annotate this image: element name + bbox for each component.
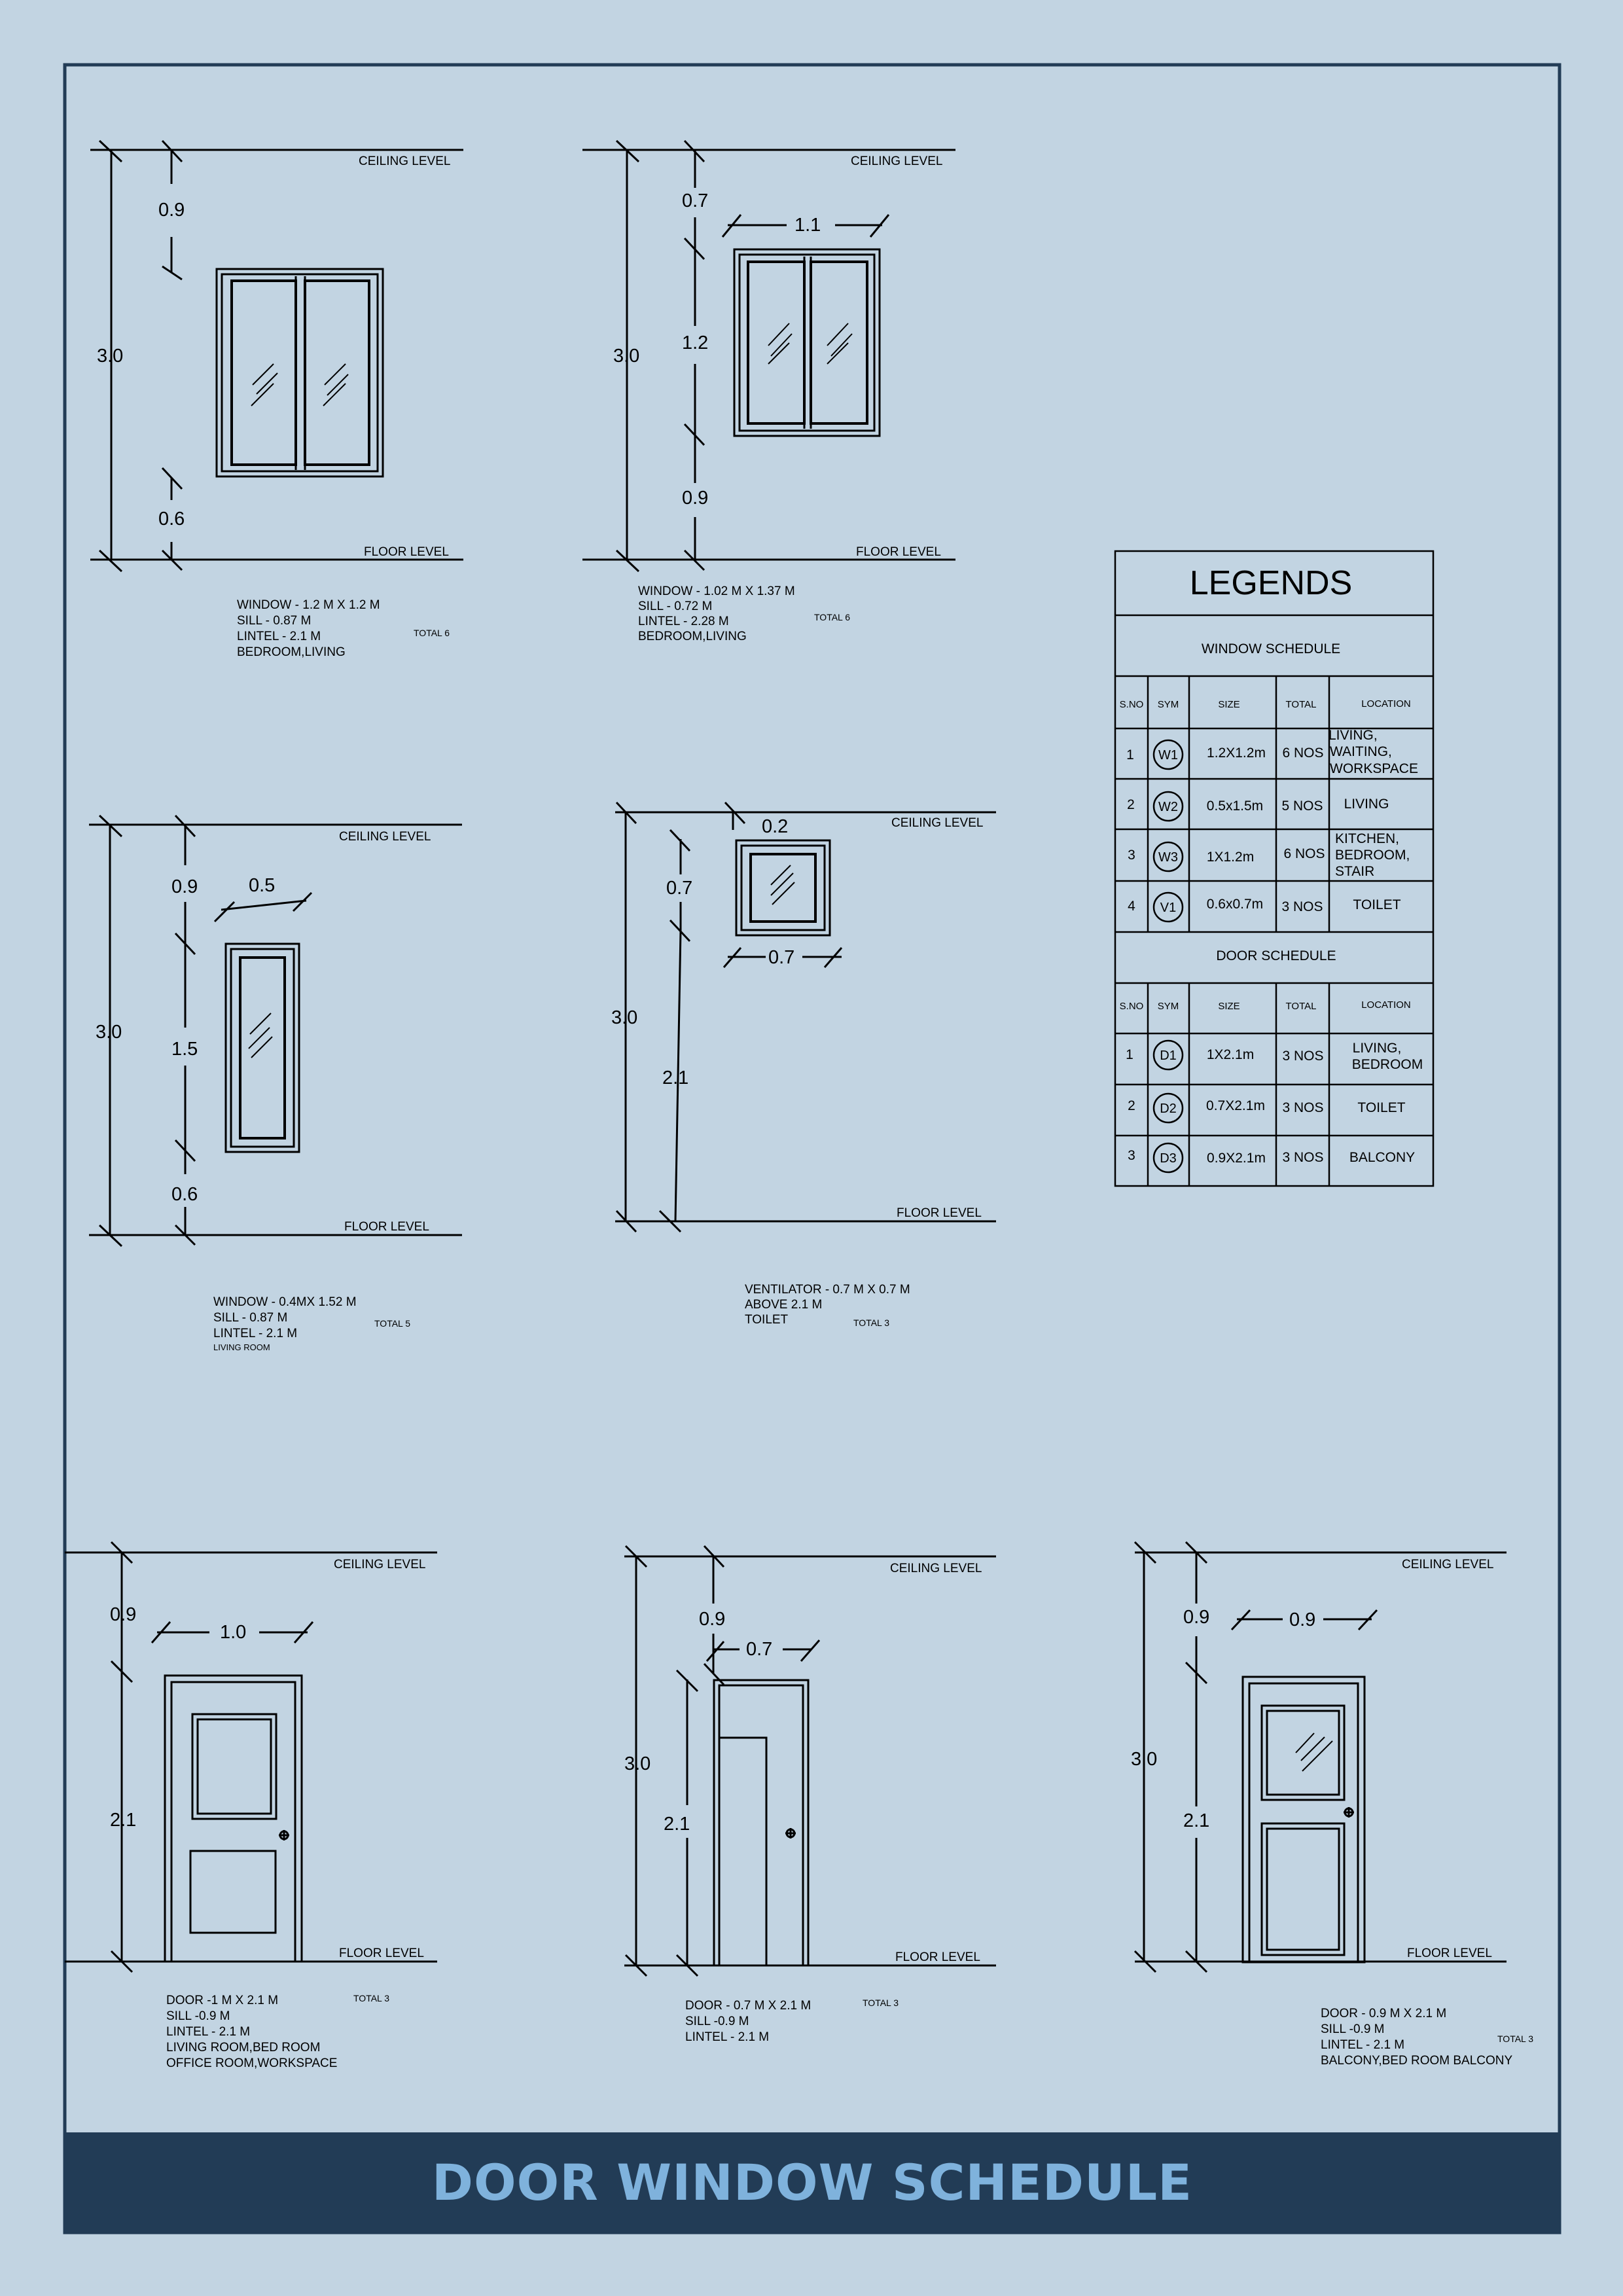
dim-mid: 1.2 xyxy=(682,332,709,353)
svg-text:V1: V1 xyxy=(1160,901,1177,915)
dim-bottom: 2.1 xyxy=(1183,1810,1210,1831)
svg-text:TOILET: TOILET xyxy=(1353,897,1401,912)
dim-mid: 1.5 xyxy=(171,1039,198,1060)
svg-text:S.NO: S.NO xyxy=(1119,1001,1144,1012)
svg-text:WAITING,: WAITING, xyxy=(1330,744,1392,759)
floor-label: FLOOR LEVEL xyxy=(895,1950,980,1964)
note-line: LIVING ROOM xyxy=(213,1342,270,1352)
floor-label: FLOOR LEVEL xyxy=(344,1220,429,1234)
dim-height: 0.2 xyxy=(762,816,789,837)
table-row xyxy=(1128,1098,1406,1116)
note-line: SILL -0.9 M xyxy=(1321,2022,1385,2036)
table-row xyxy=(1126,1041,1423,1072)
table-row xyxy=(1128,1148,1415,1166)
svg-text:1: 1 xyxy=(1126,1047,1133,1062)
total-count: TOTAL 6 xyxy=(414,628,450,638)
elevation-w3 xyxy=(89,816,462,1246)
floor-label: FLOOR LEVEL xyxy=(856,545,941,559)
svg-text:BEDROOM,: BEDROOM, xyxy=(1335,848,1410,863)
note-line: LINTEL - 2.1 M xyxy=(166,2025,251,2039)
ceiling-label: CEILING LEVEL xyxy=(891,816,984,830)
dim-bottom: 2.1 xyxy=(110,1810,137,1831)
dim-total: 3.0 xyxy=(1131,1749,1158,1770)
svg-text:TOTAL: TOTAL xyxy=(1285,699,1317,710)
svg-text:6 NOS: 6 NOS xyxy=(1282,745,1324,761)
ceiling-label: CEILING LEVEL xyxy=(339,830,431,844)
dim-top: 0.9 xyxy=(171,876,198,897)
svg-text:SYM: SYM xyxy=(1157,1001,1179,1012)
svg-text:1X1.2m: 1X1.2m xyxy=(1206,850,1255,865)
dim-total: 3.0 xyxy=(624,1753,651,1774)
elevation-v1 xyxy=(615,802,996,1232)
svg-text:LIVING,: LIVING, xyxy=(1329,728,1378,743)
note-line: LINTEL - 2.1 M xyxy=(685,2030,770,2044)
svg-text:1: 1 xyxy=(1126,747,1134,762)
note-line: VENTILATOR - 0.7 M X 0.7 M xyxy=(745,1283,910,1297)
svg-text:STAIR: STAIR xyxy=(1335,864,1375,879)
dim-total: 3.0 xyxy=(96,1022,122,1043)
window-schedule-title: WINDOW SCHEDULE xyxy=(1201,641,1341,656)
svg-text:BEDROOM: BEDROOM xyxy=(1351,1057,1423,1072)
note-line: LINTEL - 2.1 M xyxy=(237,630,321,643)
note-line: SILL - 0.87 M xyxy=(213,1311,288,1325)
svg-text:0.5x1.5m: 0.5x1.5m xyxy=(1206,798,1264,814)
dim-top: 0.9 xyxy=(158,200,185,221)
floor-label: FLOOR LEVEL xyxy=(364,545,449,559)
dim-width: 0.7 xyxy=(768,947,795,968)
total-count: TOTAL 5 xyxy=(374,1318,410,1329)
svg-text:0.7X2.1m: 0.7X2.1m xyxy=(1206,1098,1265,1113)
dim-width: 0.7 xyxy=(746,1639,773,1660)
total-count: TOTAL 3 xyxy=(863,1998,899,2008)
note-line: LINTEL - 2.1 M xyxy=(213,1327,298,1340)
note-line: DOOR -1 M X 2.1 M xyxy=(166,1994,279,2007)
dim-width: 0.5 xyxy=(249,875,276,896)
title-bar xyxy=(65,2132,1560,2233)
door-schedule-title: DOOR SCHEDULE xyxy=(1216,948,1336,963)
svg-text:3: 3 xyxy=(1128,1148,1135,1163)
svg-text:6 NOS: 6 NOS xyxy=(1283,846,1325,861)
svg-text:LOCATION: LOCATION xyxy=(1361,698,1411,709)
note-line: DOOR - 0.7 M X 2.1 M xyxy=(685,1999,812,2013)
elevation-w1 xyxy=(90,141,463,571)
svg-text:0.6x0.7m: 0.6x0.7m xyxy=(1206,897,1264,912)
ceiling-label: CEILING LEVEL xyxy=(890,1562,982,1575)
svg-text:LIVING: LIVING xyxy=(1344,797,1389,812)
dim-top: 0.9 xyxy=(699,1609,726,1630)
dim-total: 3.0 xyxy=(613,346,640,367)
door-schedule-header xyxy=(1120,999,1411,1012)
svg-text:4: 4 xyxy=(1128,899,1135,914)
svg-text:SYM: SYM xyxy=(1157,699,1179,710)
dim-top: 0.9 xyxy=(1183,1607,1210,1628)
svg-text:KITCHEN,: KITCHEN, xyxy=(1335,831,1400,846)
table-row xyxy=(1128,897,1401,915)
ceiling-label: CEILING LEVEL xyxy=(1402,1558,1494,1571)
ceiling-label: CEILING LEVEL xyxy=(359,154,451,168)
dim-bottom: 0.6 xyxy=(158,509,185,529)
total-count: TOTAL 3 xyxy=(353,1993,389,2003)
note-line: BEDROOM,LIVING xyxy=(237,645,346,659)
dim-bottom: 0.9 xyxy=(682,488,709,509)
floor-label: FLOOR LEVEL xyxy=(897,1206,982,1220)
dim-width: 0.9 xyxy=(1289,1609,1316,1630)
note-line: SILL - 0.72 M xyxy=(638,600,713,613)
note-line: SILL -0.9 M xyxy=(166,2009,230,2023)
note-line: WINDOW - 1.02 M X 1.37 M xyxy=(638,584,795,598)
svg-text:SIZE: SIZE xyxy=(1218,699,1240,710)
dim-width: 1.1 xyxy=(794,215,821,236)
dim-bottom: 0.6 xyxy=(171,1184,198,1205)
svg-text:WORKSPACE: WORKSPACE xyxy=(1330,761,1418,776)
svg-text:W1: W1 xyxy=(1158,748,1178,762)
svg-text:SIZE: SIZE xyxy=(1218,1001,1240,1012)
floor-label: FLOOR LEVEL xyxy=(339,1946,424,1960)
svg-text:TOTAL: TOTAL xyxy=(1285,1001,1317,1012)
dim-total: 3.0 xyxy=(611,1007,638,1028)
dim-bottom: 2.1 xyxy=(664,1814,690,1835)
svg-text:3 NOS: 3 NOS xyxy=(1281,899,1323,914)
svg-text:LOCATION: LOCATION xyxy=(1361,999,1411,1011)
svg-text:W3: W3 xyxy=(1158,850,1178,865)
svg-text:1.2X1.2m: 1.2X1.2m xyxy=(1207,745,1266,761)
svg-text:W2: W2 xyxy=(1158,800,1178,814)
elevation-d2 xyxy=(624,1546,996,1976)
note-line: BEDROOM,LIVING xyxy=(638,630,747,643)
svg-text:D1: D1 xyxy=(1160,1049,1177,1063)
svg-text:3 NOS: 3 NOS xyxy=(1282,1100,1324,1115)
legends-title: LEGENDS xyxy=(1189,564,1353,602)
note-line: ABOVE 2.1 M xyxy=(745,1298,823,1312)
note-line: LINTEL - 2.1 M xyxy=(1321,2038,1405,2052)
dim-total: 3.0 xyxy=(97,346,124,367)
svg-text:D3: D3 xyxy=(1160,1151,1177,1166)
note-line: WINDOW - 1.2 M X 1.2 M xyxy=(237,598,380,612)
note-line: SILL -0.9 M xyxy=(685,2015,749,2028)
note-line: LIVING ROOM,BED ROOM xyxy=(166,2041,321,2054)
svg-text:3: 3 xyxy=(1128,848,1135,863)
window-schedule-header xyxy=(1120,698,1411,710)
floor-label: FLOOR LEVEL xyxy=(1407,1946,1492,1960)
dim-top: 0.7 xyxy=(682,190,709,211)
note-line: SILL - 0.87 M xyxy=(237,614,312,628)
note-line: BALCONY,BED ROOM BALCONY xyxy=(1321,2054,1513,2068)
page-title: DOOR WINDOW SCHEDULE xyxy=(431,2153,1193,2212)
note-line: DOOR - 0.9 M X 2.1 M xyxy=(1321,2007,1447,2020)
ceiling-label: CEILING LEVEL xyxy=(334,1558,426,1571)
dim-top: 0.7 xyxy=(666,878,693,899)
svg-text:BALCONY: BALCONY xyxy=(1349,1150,1416,1165)
svg-text:D2: D2 xyxy=(1160,1102,1177,1116)
svg-text:2: 2 xyxy=(1128,1098,1135,1113)
svg-text:LIVING,: LIVING, xyxy=(1352,1041,1402,1056)
note-line: LINTEL - 2.28 M xyxy=(638,615,729,628)
svg-text:2: 2 xyxy=(1127,797,1135,812)
total-count: TOTAL 3 xyxy=(853,1318,889,1328)
dim-top: 0.9 xyxy=(110,1604,137,1625)
note-line: TOILET xyxy=(745,1313,789,1327)
note-line: OFFICE ROOM,WORKSPACE xyxy=(166,2056,338,2070)
dim-width: 1.0 xyxy=(220,1622,247,1643)
table-row xyxy=(1127,797,1389,814)
total-count: TOTAL 6 xyxy=(814,612,850,622)
svg-text:0.9X2.1m: 0.9X2.1m xyxy=(1207,1151,1266,1166)
svg-text:3 NOS: 3 NOS xyxy=(1282,1150,1324,1165)
svg-text:1X2.1m: 1X2.1m xyxy=(1206,1047,1255,1062)
note-line: WINDOW - 0.4MX 1.52 M xyxy=(213,1295,357,1309)
dim-bottom: 2.1 xyxy=(662,1067,689,1088)
svg-text:TOILET: TOILET xyxy=(1357,1100,1406,1115)
total-count: TOTAL 3 xyxy=(1497,2034,1533,2044)
svg-text:S.NO: S.NO xyxy=(1119,699,1144,710)
svg-text:5 NOS: 5 NOS xyxy=(1281,798,1323,814)
ceiling-label: CEILING LEVEL xyxy=(851,154,943,168)
svg-text:3 NOS: 3 NOS xyxy=(1282,1049,1324,1064)
